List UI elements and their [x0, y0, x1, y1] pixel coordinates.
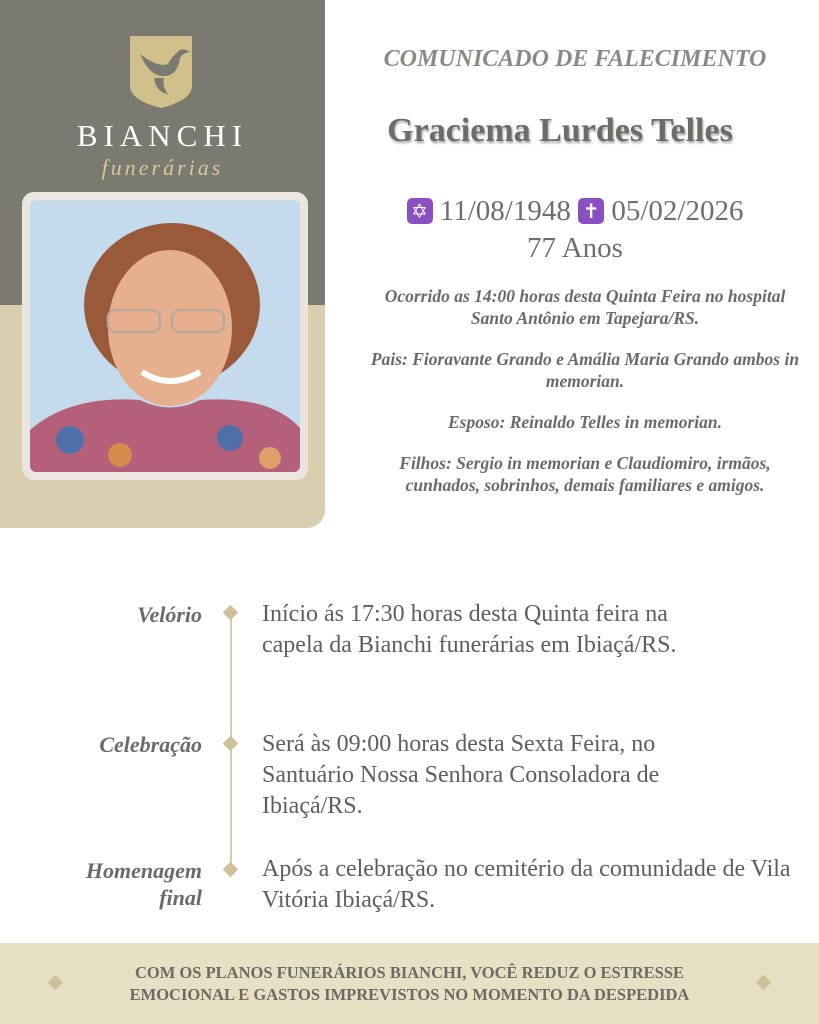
brand-subtitle: funerárias	[101, 155, 224, 180]
deceased-name: Graciema Lurdes Telles	[387, 112, 733, 149]
info-filhos: Filhos: Sergio in memorian e Claudiomiro, irmãos, cunhados, sobrinhos, demais familiares e amigos.	[399, 453, 771, 495]
portrait-photo	[30, 200, 300, 472]
footer-line-1: COM OS PLANOS FUNERÁRIOS BIANCHI, VOCÊ REDUZ O ESTRESSE	[134, 963, 684, 982]
latin-cross-icon: ✝	[578, 198, 604, 224]
timeline-diamond	[223, 862, 239, 878]
footer-line-2: EMOCIONAL E GASTOS IMPREVISTOS NO MOMENTO DA DESPEDIDA	[129, 985, 690, 1004]
schedule-label-velorio: Velório	[137, 602, 202, 627]
schedule-text-homenagem: Após a celebração no cemitério da comunidade de Vila Vitória Ibiaçá/RS.	[262, 856, 791, 913]
birth-date: 11/08/1948	[439, 195, 571, 227]
obituary-info	[365, 285, 805, 515]
schedule-label-homenagem	[86, 857, 202, 911]
brand-name: BIANCHI	[76, 118, 249, 153]
footer-text	[80, 962, 739, 1006]
schedule-text-celebracao: Será às 09:00 horas desta Sexta Feira, no Santuário Nossa Senhora Consoladora de Ibiaçá/RS.	[262, 731, 660, 819]
schedule-text-velorio: Início ás 17:30 horas desta Quinta feira na capela da Bianchi funerárias em Ibiaçá/RS.	[262, 601, 677, 658]
timeline-diamond	[223, 736, 239, 752]
portrait-frame	[22, 192, 308, 480]
info-ocorrido: Ocorrido as 14:00 horas desta Quinta Feira no hospital Santo Antônio em Tapejara/RS.	[384, 286, 786, 328]
star-of-david-icon: ✡	[407, 198, 433, 224]
dove-shield-icon	[126, 34, 196, 110]
dates-line	[340, 195, 810, 228]
timeline-diamond	[223, 605, 239, 621]
age: 77 Anos	[527, 232, 623, 264]
info-pais: Pais: Fioravante Grando e Amália Maria Grando ambos in memorian.	[370, 349, 800, 391]
schedule-label-homenagem-line1: Homenagem	[85, 858, 202, 883]
schedule-label-homenagem-line2: final	[159, 885, 202, 910]
death-date: 05/02/2026	[611, 195, 744, 227]
info-esposo: Esposo: Reinaldo Telles in memorian.	[447, 412, 723, 432]
schedule-label-celebracao: Celebração	[99, 732, 202, 757]
notice-title: COMUNICADO DE FALECIMENTO	[383, 46, 767, 72]
